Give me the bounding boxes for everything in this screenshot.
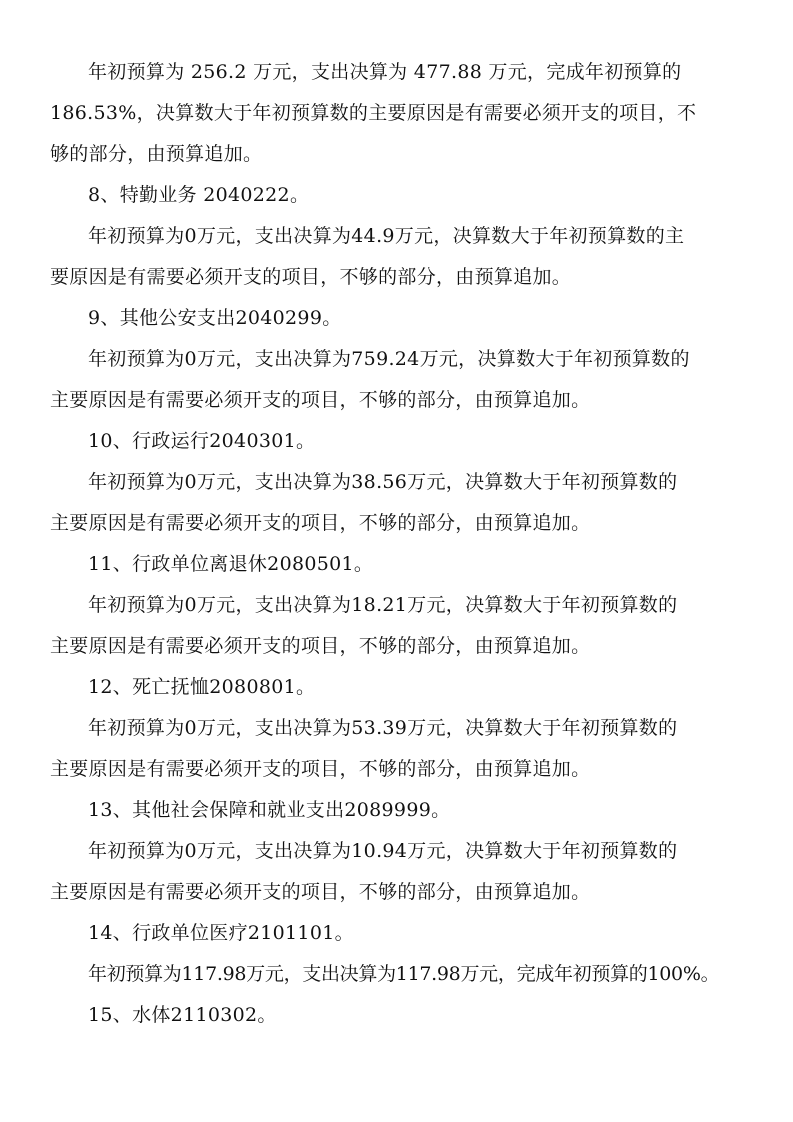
- section-heading-11: 11、行政单位离退休2080501。: [88, 553, 374, 575]
- paragraph-budget-18-21: [50, 585, 750, 667]
- paragraph-budget-44-9: [50, 216, 750, 298]
- section-heading-9: 9、其他公安支出2040299。: [88, 307, 342, 329]
- text-line: 年初预算为117.98万元，支出决算为117.98万元，完成年初预算的100%。: [88, 963, 720, 985]
- text-line: 年初预算为0万元，支出决算为759.24万元，决算数大于年初预算数的: [88, 348, 690, 370]
- paragraph-budget-10-94: [50, 831, 750, 913]
- paragraph-budget-256: [50, 52, 750, 175]
- text-line: 主要原因是有需要必须开支的项目，不够的部分，由预算追加。: [50, 881, 591, 903]
- text-line: 年初预算为0万元，支出决算为44.9万元，决算数大于年初预算数的主: [88, 225, 685, 247]
- paragraph-budget-759-24: [50, 339, 750, 421]
- text-line: 主要原因是有需要必须开支的项目，不够的部分，由预算追加。: [50, 389, 591, 411]
- text-line: 主要原因是有需要必须开支的项目，不够的部分，由预算追加。: [50, 758, 591, 780]
- text-line: 186.53%，决算数大于年初预算数的主要原因是有需要必须开支的项目，不: [50, 102, 697, 124]
- paragraph-budget-53-39: [50, 708, 750, 790]
- text-line: 年初预算为0万元，支出决算为38.56万元，决算数大于年初预算数的: [88, 471, 678, 493]
- text-line: 年初预算为 256.2 万元，支出决算为 477.88 万元，完成年初预算的: [88, 61, 682, 83]
- paragraph-budget-38-56: [50, 462, 750, 544]
- section-heading-13: 13、其他社会保障和就业支出2089999。: [88, 799, 451, 821]
- section-heading-12: 12、死亡抚恤2080801。: [88, 676, 316, 698]
- section-heading-14: 14、行政单位医疗2101101。: [88, 922, 354, 944]
- paragraph-budget-117-98: [50, 954, 750, 995]
- document-body: [50, 52, 750, 1036]
- section-heading-10: 10、行政运行2040301。: [88, 430, 316, 452]
- text-line: 年初预算为0万元，支出决算为53.39万元，决算数大于年初预算数的: [88, 717, 678, 739]
- text-line: 够的部分，由预算追加。: [50, 143, 263, 165]
- section-heading-15: 15、水体2110302。: [88, 1004, 277, 1026]
- text-line: 年初预算为0万元，支出决算为18.21万元，决算数大于年初预算数的: [88, 594, 678, 616]
- text-line: 主要原因是有需要必须开支的项目，不够的部分，由预算追加。: [50, 512, 591, 534]
- text-line: 主要原因是有需要必须开支的项目，不够的部分，由预算追加。: [50, 635, 591, 657]
- text-line: 要原因是有需要必须开支的项目，不够的部分，由预算追加。: [50, 266, 572, 288]
- section-heading-8: 8、特勤业务 2040222。: [88, 184, 310, 206]
- text-line: 年初预算为0万元，支出决算为10.94万元，决算数大于年初预算数的: [88, 840, 678, 862]
